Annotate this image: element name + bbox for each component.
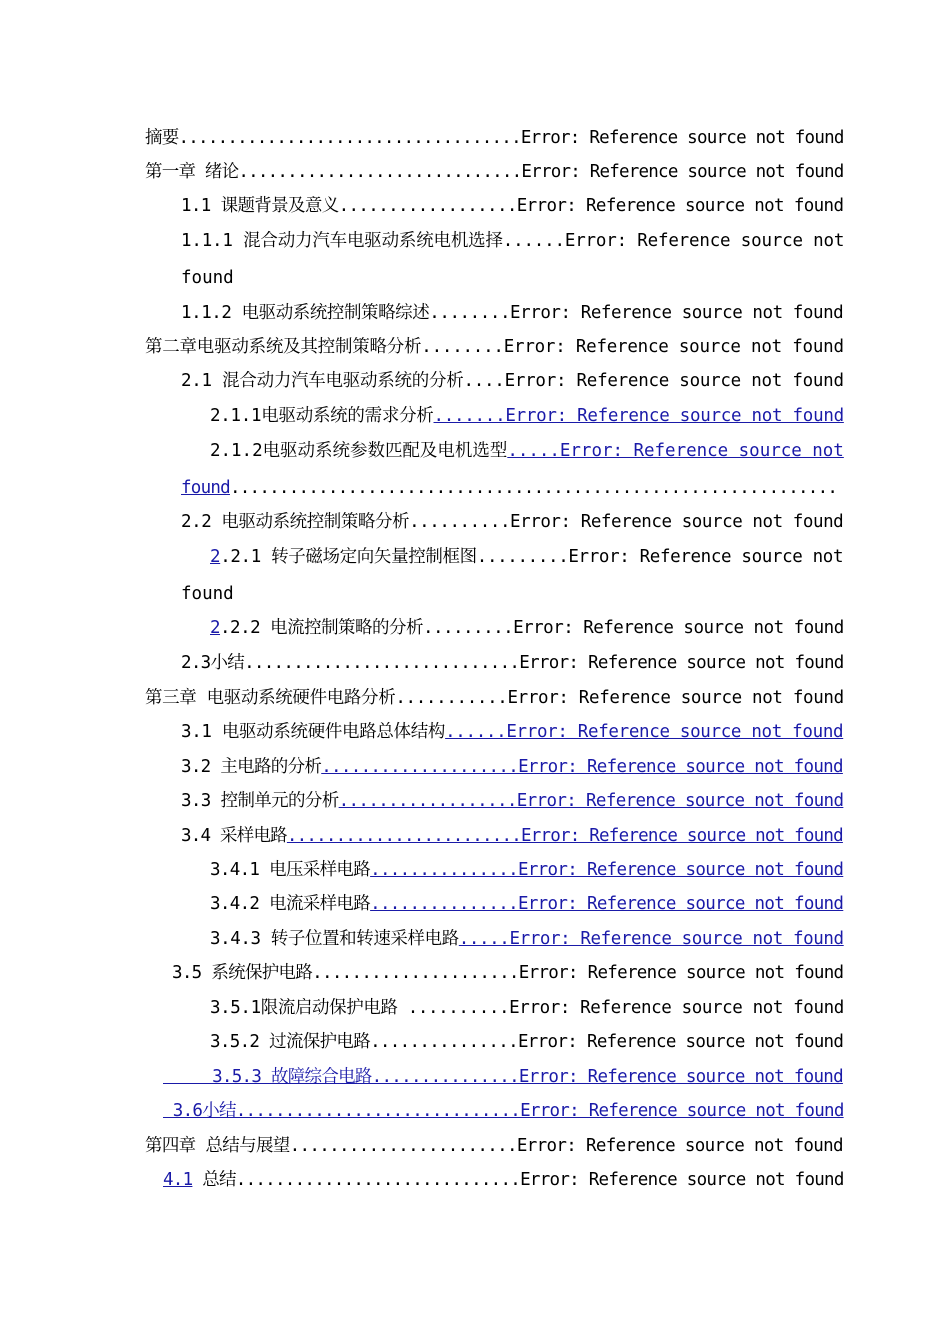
toc-entry xyxy=(181,264,234,292)
toc-link-text[interactable]: 2 xyxy=(210,618,221,638)
toc-entry xyxy=(210,1028,843,1056)
toc-entry-text: Error: Reference source not found xyxy=(517,1032,844,1052)
toc-entry-text: 3.1 电驱动系统硬件电路总体结构 xyxy=(181,722,446,742)
toc-entry-text: Error: Reference source not found xyxy=(509,998,844,1018)
toc-entry[interactable] xyxy=(181,753,843,781)
toc-entry-text: 第一章 绪论............................. xyxy=(145,162,522,182)
toc-entry xyxy=(145,333,844,361)
toc-entry-text: 2.1.1电驱动系统的需求分析 xyxy=(210,406,434,426)
toc-entry-text: .2.2 电流控制策略的分析......... xyxy=(220,618,514,638)
toc-entry-text: .............................................................. xyxy=(229,478,838,498)
toc-link-text[interactable]: 3.5.3 故障综合电路...............Error: Reference source not found xyxy=(163,1067,843,1087)
toc-entry-text: Error: Reference source not found xyxy=(516,1136,843,1156)
toc-link-text[interactable]: ......Error: Reference source not found xyxy=(445,722,844,742)
toc-entry xyxy=(181,580,234,608)
toc-link-text[interactable]: ..................Error: Reference source not found xyxy=(338,791,844,811)
toc-link-text[interactable]: 3.6小结.............................Error: Reference source not found xyxy=(163,1101,844,1121)
toc-entry xyxy=(181,649,844,677)
toc-entry xyxy=(181,192,843,220)
toc-entry[interactable] xyxy=(163,1166,844,1194)
toc-entry-text: 3.5.2 过流保护电路............... xyxy=(210,1032,518,1052)
toc-entry-text: 3.2 主电路的分析 xyxy=(181,757,322,777)
toc-entry-text: Error: Reference source not found xyxy=(504,371,844,391)
toc-entry-text: 3.3 控制单元的分析 xyxy=(181,791,339,811)
toc-entry xyxy=(145,1132,843,1160)
toc-entry-text: 3.4.1 电压采样电路 xyxy=(210,860,371,880)
toc-entry-text: Error: Reference source not found xyxy=(520,128,844,148)
toc-entry xyxy=(181,508,843,536)
toc-entry-text: 总结............................. xyxy=(192,1170,521,1190)
toc-entry[interactable] xyxy=(181,474,837,502)
toc-entry-text: Error: Reference source not xyxy=(564,231,845,251)
toc-entry-text: 3.5.1限流启动保护电路 .......... xyxy=(210,998,510,1018)
toc-entry-text: 第三章 电驱动系统硬件电路分析........... xyxy=(145,688,508,708)
toc-entry xyxy=(145,124,844,152)
toc-entry-text: Error: Reference source not found xyxy=(518,963,844,983)
toc-entry-text: Error: Reference source not found xyxy=(519,653,844,673)
toc-entry xyxy=(181,227,844,255)
toc-entry-text: 第二章电驱动系统及其控制策略分析........ xyxy=(145,337,504,357)
toc-entry-text: 3.4.3 转子位置和转速采样电路 xyxy=(210,929,459,949)
toc-entry[interactable] xyxy=(181,787,843,815)
toc-entry-text: 2.2 电驱动系统控制策略分析.......... xyxy=(181,512,511,532)
toc-link-text[interactable]: 4.1 xyxy=(163,1170,193,1190)
toc-entry-text: .2.1 转子磁场定向矢量控制框图......... xyxy=(220,547,569,567)
toc-entry-text: 2.1.2电驱动系统参数匹配及电机选型 xyxy=(210,441,508,461)
toc-entry[interactable] xyxy=(210,402,844,430)
toc-entry-text: Error: Reference source not found xyxy=(520,1170,844,1190)
toc-entry-text: 1.1.2 电驱动系统控制策略综述........ xyxy=(181,303,511,323)
toc-entry-text: Error: Reference source not found xyxy=(521,162,844,182)
toc-entry-text: 第四章 总结与展望....................... xyxy=(145,1136,517,1156)
toc-entry-text: 1.1.1 混合动力汽车电驱动系统电机选择...... xyxy=(181,231,565,251)
toc-entry[interactable] xyxy=(210,543,843,571)
toc-entry-text: 3.5 系统保护电路..................... xyxy=(172,963,519,983)
toc-entry-text: Error: Reference source not found xyxy=(507,688,844,708)
toc-entry[interactable] xyxy=(181,822,843,850)
toc-entry-text: found xyxy=(181,268,234,288)
toc-entry xyxy=(172,959,843,987)
toc-entry-text: Error: Reference source not found xyxy=(510,303,844,323)
toc-link-text[interactable]: 2 xyxy=(210,547,221,567)
toc-entry-text: Error: Reference source not found xyxy=(503,337,844,357)
toc-entry[interactable] xyxy=(210,890,843,918)
toc-link-text[interactable]: ....................Error: Reference source not found xyxy=(321,757,843,777)
toc-entry xyxy=(145,684,844,712)
toc-link-text[interactable]: found xyxy=(181,478,230,498)
toc-entry[interactable] xyxy=(210,856,843,884)
toc-entry[interactable] xyxy=(163,1097,844,1125)
toc-entry[interactable] xyxy=(210,925,844,953)
toc-entry[interactable] xyxy=(181,718,843,746)
toc-entry xyxy=(210,994,844,1022)
toc-entry-text: Error: Reference source not found xyxy=(516,196,844,216)
toc-link-text[interactable]: .....Error: Reference source not found xyxy=(458,929,844,949)
toc-entry-text: Error: Reference source not found xyxy=(510,512,844,532)
toc-entry-text: 3.4 采样电路 xyxy=(181,826,287,846)
toc-entry-text: 2.1 混合动力汽车电驱动系统的分析.... xyxy=(181,371,505,391)
toc-entry-text: 3.4.2 电流采样电路 xyxy=(210,894,371,914)
toc-entry-text: Error: Reference source not found xyxy=(513,618,844,638)
toc-entry xyxy=(181,367,844,395)
toc-entry xyxy=(181,299,843,327)
toc-entry[interactable] xyxy=(163,1063,843,1091)
toc-entry-text: 2.3小结............................ xyxy=(181,653,520,673)
toc-entry-text: 摘要................................... xyxy=(145,128,521,148)
toc-entry-text: 1.1 课题背景及意义.................. xyxy=(181,196,517,216)
toc-entry-text: found xyxy=(181,584,234,604)
toc-link-text[interactable]: ...............Error: Reference source not found xyxy=(370,894,844,914)
toc-link-text[interactable]: .....Error: Reference source not xyxy=(507,441,844,461)
toc-link-text[interactable]: .......Error: Reference source not found xyxy=(433,406,844,426)
toc-link-text[interactable]: ........................Error: Reference source not found xyxy=(286,826,843,846)
toc-entry[interactable] xyxy=(210,614,844,642)
toc-link-text[interactable]: ...............Error: Reference source not found xyxy=(370,860,844,880)
toc-entry-text: Error: Reference source not xyxy=(568,547,844,567)
toc-entry[interactable] xyxy=(210,437,844,465)
toc-entry xyxy=(145,158,844,186)
